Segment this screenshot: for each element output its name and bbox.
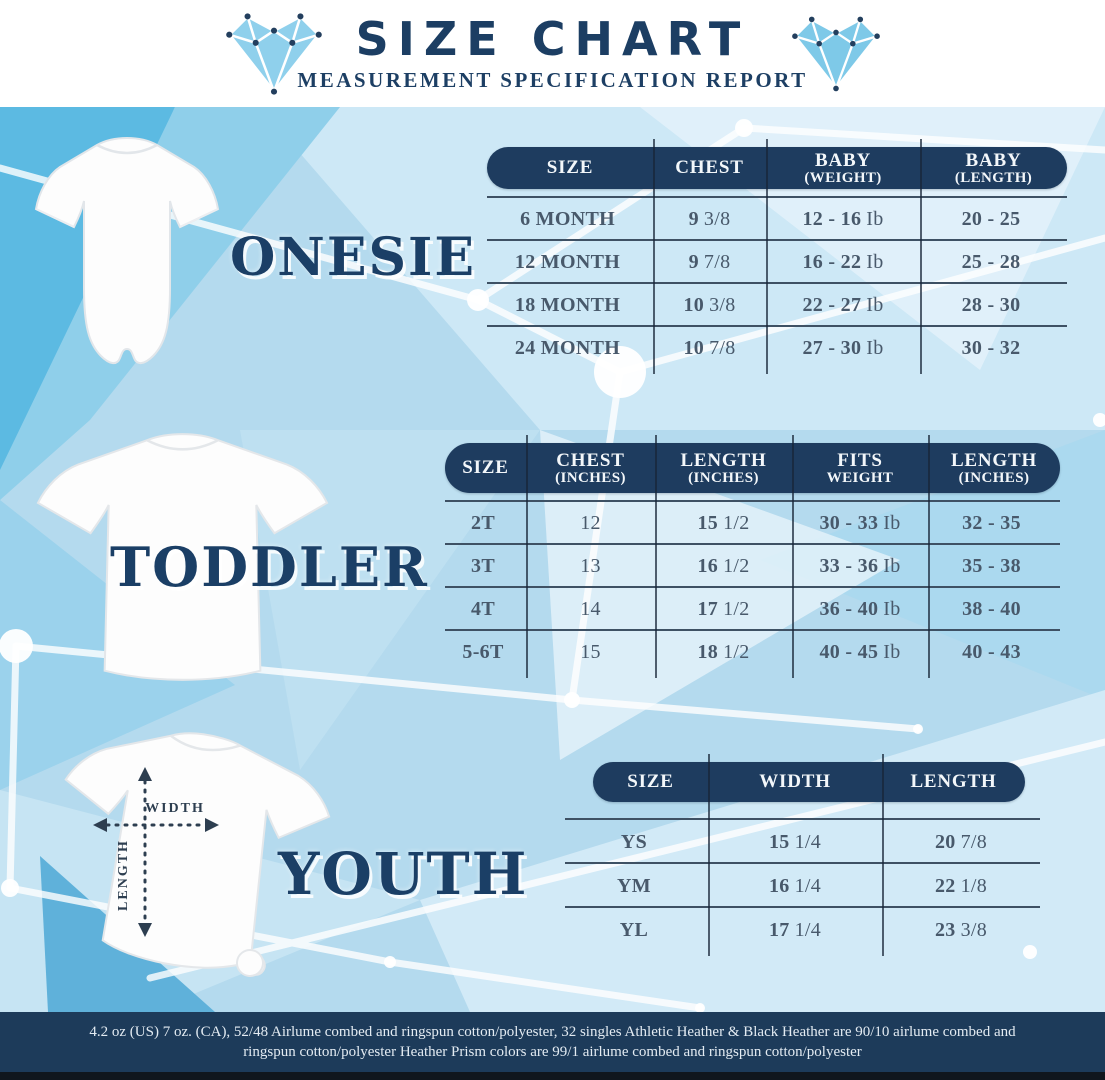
table-cell: YS: [620, 830, 648, 853]
table-cell: 10 3/8: [683, 294, 736, 316]
table-cell: 4T: [471, 598, 495, 620]
table-row: [445, 500, 1060, 545]
table-cell: 17 1/2: [697, 598, 750, 620]
section-label-onesie: ONESIE: [230, 227, 476, 288]
column-divider: [766, 139, 768, 374]
section-label-toddler: TODDLER: [110, 535, 429, 599]
table-cell: 6 MONTH: [520, 208, 615, 230]
footer-line-2: ringspun cotton/polyester Heather Prism colors are 99/1 airlume combed and ringspun cotton/polyester: [243, 1043, 862, 1060]
table-header: [445, 443, 1060, 493]
table-cell: 30 - 32: [961, 337, 1021, 359]
table-cell: 13: [580, 555, 601, 577]
width-arrow-label: WIDTH: [145, 801, 205, 816]
table-cell: 18 1/2: [697, 641, 750, 663]
footer-line-1: 4.2 oz (US) 7 oz. (CA), 52/48 Airlume combed and ringspun cotton/polyester, 32 singles Athletic Heather & Black Heather are 90/10 airlume combed and: [89, 1023, 1016, 1040]
table-row: [445, 629, 1060, 674]
column-header: CHEST (INCHES): [555, 449, 626, 486]
youth-size-table: [565, 762, 1040, 956]
table-cell: 12: [580, 512, 601, 534]
toddler-size-table: [445, 443, 1060, 678]
table-header: [593, 762, 1025, 802]
table-cell: 16 1/2: [697, 555, 750, 577]
column-header: FITS WEIGHT: [826, 449, 894, 486]
section-label-youth: YOUTH: [278, 840, 529, 908]
table-cell: 23 3/8: [934, 918, 988, 941]
table-row: [487, 196, 1067, 241]
table-cell: 27 - 30 Ib: [802, 337, 884, 359]
column-header: LENGTH (INCHES): [950, 449, 1038, 486]
table-cell: 12 - 16 Ib: [802, 208, 884, 230]
table-cell: 25 - 28: [961, 251, 1021, 273]
table-cell: 15 1/4: [768, 830, 822, 853]
column-header: WIDTH: [759, 771, 831, 792]
table-cell: 14: [580, 598, 601, 620]
table-cell: 17 1/4: [768, 918, 822, 941]
table-cell: 35 - 38: [962, 555, 1021, 577]
column-header: SIZE: [546, 157, 594, 178]
table-row: [487, 239, 1067, 284]
table-cell: 16 1/4: [768, 874, 822, 897]
table-cell: 15: [580, 641, 601, 663]
table-cell: 9 3/8: [688, 208, 731, 230]
length-arrow-label: LENGTH: [116, 839, 131, 911]
page-title: SIZE CHART: [355, 12, 750, 66]
column-divider: [526, 435, 528, 678]
table-cell: 38 - 40: [962, 598, 1021, 620]
page-subtitle: MEASUREMENT SPECIFICATION REPORT: [297, 68, 808, 92]
table-row: [487, 325, 1067, 370]
table-cell: YM: [617, 874, 651, 897]
table-cell: 12 MONTH: [514, 251, 621, 273]
table-cell: 9 7/8: [688, 251, 731, 273]
table-cell: 5-6T: [462, 641, 504, 663]
table-row: [565, 862, 1040, 908]
table-cell: 15 1/2: [697, 512, 750, 534]
column-divider: [920, 139, 922, 374]
table-cell: 30 - 33 Ib: [819, 512, 901, 534]
footer-specs: [0, 1012, 1105, 1072]
table-row: [445, 586, 1060, 631]
column-header: CHEST: [675, 157, 744, 178]
column-header: LENGTH (INCHES): [680, 449, 767, 486]
table-cell: 40 - 43: [962, 641, 1021, 663]
table-cell: 36 - 40 Ib: [819, 598, 901, 620]
table-cell: 20 7/8: [934, 830, 988, 853]
column-header: BABY (LENGTH): [954, 149, 1033, 186]
table-cell: 32 - 35: [962, 512, 1021, 534]
table-cell: 24 MONTH: [514, 337, 621, 359]
table-row: [565, 906, 1040, 952]
table-cell: 22 - 27 Ib: [802, 294, 884, 316]
column-divider: [792, 435, 794, 678]
table-row: [487, 282, 1067, 327]
column-divider: [655, 435, 657, 678]
column-header: SIZE: [462, 457, 509, 478]
table-row: [565, 818, 1040, 864]
column-divider: [708, 754, 710, 956]
table-cell: 10 7/8: [683, 337, 736, 359]
table-row: [445, 543, 1060, 588]
column-header: SIZE: [627, 771, 674, 792]
table-cell: 40 - 45 Ib: [819, 641, 901, 663]
onesie-size-table: [487, 147, 1067, 374]
table-cell: YL: [619, 918, 649, 941]
column-divider: [882, 754, 884, 956]
onesie-image: [20, 130, 235, 390]
table-cell: 33 - 36 Ib: [819, 555, 901, 577]
table-cell: 22 1/8: [934, 874, 988, 897]
column-header: LENGTH: [910, 771, 997, 792]
table-cell: 16 - 22 Ib: [802, 251, 884, 273]
table-cell: 2T: [471, 512, 495, 534]
column-divider: [653, 139, 655, 374]
table-cell: 20 - 25: [961, 208, 1021, 230]
bottom-bar: [0, 1072, 1105, 1080]
table-header: [487, 147, 1067, 189]
column-divider: [928, 435, 930, 678]
column-header: BABY (WEIGHT): [804, 149, 882, 186]
table-cell: 3T: [471, 555, 495, 577]
table-cell: 28 - 30: [961, 294, 1021, 316]
table-cell: 18 MONTH: [514, 294, 621, 316]
